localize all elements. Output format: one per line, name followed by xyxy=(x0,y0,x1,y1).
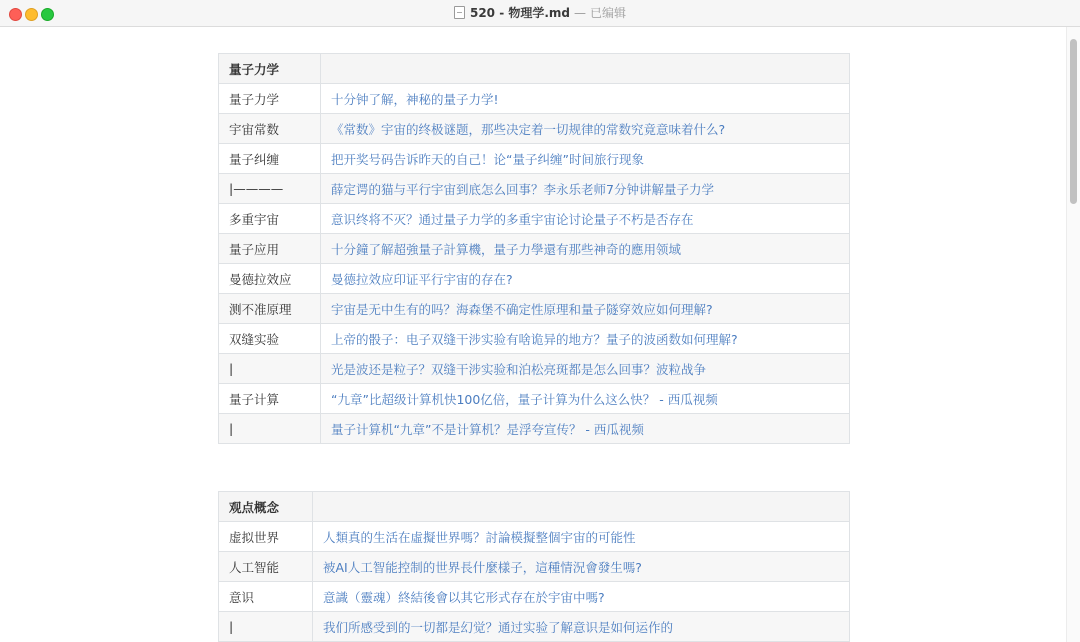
table-key-cell[interactable]: 多重宇宙 xyxy=(219,204,321,234)
vertical-scrollbar[interactable] xyxy=(1066,27,1080,642)
title-separator: — xyxy=(574,6,587,20)
edit-status: 已编辑 xyxy=(590,6,627,20)
table-link-cell[interactable]: 意識（靈魂）終結後會以其它形式存在於宇宙中嗎? xyxy=(313,582,850,612)
table-link-cell[interactable]: 上帝的骰子：电子双缝干涉实验有啥诡异的地方？量子的波函数如何理解? xyxy=(321,324,850,354)
table-row xyxy=(219,294,850,324)
table-row xyxy=(219,204,850,234)
markdown-table-quantum xyxy=(218,53,850,444)
table-row xyxy=(219,174,850,204)
table-header-cell[interactable] xyxy=(313,492,850,522)
table-key-cell[interactable]: 量子应用 xyxy=(219,234,321,264)
table-row xyxy=(219,612,850,642)
scrollbar-thumb[interactable] xyxy=(1070,39,1077,204)
table-row xyxy=(219,552,850,582)
table-key-cell[interactable]: | xyxy=(219,414,321,444)
table-row xyxy=(219,384,850,414)
table-row xyxy=(219,324,850,354)
table-link-cell[interactable]: 十分钟了解，神秘的量子力学! xyxy=(321,84,850,114)
title-bar[interactable] xyxy=(0,0,1080,27)
table-key-cell[interactable]: |———— xyxy=(219,174,321,204)
table-link-cell[interactable]: 我们所感受到的一切都是幻觉？通过实验了解意识是如何运作的 xyxy=(313,612,850,642)
table-link-cell[interactable]: 把开奖号码告诉昨天的自己！论“量子纠缠”时间旅行现象 xyxy=(321,144,850,174)
table-link-cell[interactable]: 被AI人工智能控制的世界長什麼樣子，這種情況會發生嗎? xyxy=(313,552,850,582)
table-row xyxy=(219,234,850,264)
table-link-cell[interactable]: 量子计算机“九章”不是计算机？是浮夸宣传？ - 西瓜视频 xyxy=(321,414,850,444)
table-key-cell[interactable]: 曼德拉效应 xyxy=(219,264,321,294)
table-key-cell[interactable]: 测不准原理 xyxy=(219,294,321,324)
table-row xyxy=(219,354,850,384)
table-key-cell[interactable]: | xyxy=(219,612,313,642)
table-link-cell[interactable]: 意识终将不灭？通过量子力学的多重宇宙论讨论量子不朽是否存在 xyxy=(321,204,850,234)
table-link-cell[interactable]: 宇宙是无中生有的吗？海森堡不确定性原理和量子隧穿效应如何理解? xyxy=(321,294,850,324)
document-title: 520 - 物理学.md xyxy=(469,6,571,20)
table-link-cell[interactable]: 曼德拉效应印证平行宇宙的存在? xyxy=(321,264,850,294)
table-key-cell[interactable]: 双缝实验 xyxy=(219,324,321,354)
table-row xyxy=(219,144,850,174)
table-link-cell[interactable]: 人類真的生活在虛擬世界嗎？討論模擬整個宇宙的可能性 xyxy=(313,522,850,552)
table-key-cell[interactable]: 量子力学 xyxy=(219,84,321,114)
table-header-cell[interactable] xyxy=(321,54,850,84)
table-key-cell[interactable]: | xyxy=(219,354,321,384)
markdown-file-icon xyxy=(454,6,465,19)
table-row xyxy=(219,582,850,612)
table-key-cell[interactable]: 量子纠缠 xyxy=(219,144,321,174)
table-header-cell[interactable]: 量子力学 xyxy=(219,54,321,84)
table-link-cell[interactable]: 薛定谔的猫与平行宇宙到底怎么回事？李永乐老师7分钟讲解量子力学 xyxy=(321,174,850,204)
markdown-table-concepts xyxy=(218,491,850,642)
window-title xyxy=(0,4,1080,22)
table-link-cell[interactable]: 十分鐘了解超強量子計算機，量子力學還有那些神奇的應用领域 xyxy=(321,234,850,264)
table-link-cell[interactable]: “九章”比超级计算机快100亿倍，量子计算为什么这么快？ - 西瓜视频 xyxy=(321,384,850,414)
editor-content[interactable] xyxy=(0,27,1066,642)
table-link-cell[interactable]: 光是波还是粒子？双缝干涉实验和泊松亮斑都是怎么回事？波粒战争 xyxy=(321,354,850,384)
table-header-cell[interactable]: 观点概念 xyxy=(219,492,313,522)
table-key-cell[interactable]: 人工智能 xyxy=(219,552,313,582)
table-row xyxy=(219,414,850,444)
table-row xyxy=(219,264,850,294)
table-row xyxy=(219,522,850,552)
table-key-cell[interactable]: 虚拟世界 xyxy=(219,522,313,552)
table-header-row xyxy=(219,492,850,522)
table-key-cell[interactable]: 量子计算 xyxy=(219,384,321,414)
table-key-cell[interactable]: 意识 xyxy=(219,582,313,612)
table-key-cell[interactable]: 宇宙常数 xyxy=(219,114,321,144)
table-row xyxy=(219,114,850,144)
table-row xyxy=(219,84,850,114)
table-link-cell[interactable]: 《常数》宇宙的终极谜题，那些决定着一切规律的常数究竟意味着什么? xyxy=(321,114,850,144)
table-header-row xyxy=(219,54,850,84)
